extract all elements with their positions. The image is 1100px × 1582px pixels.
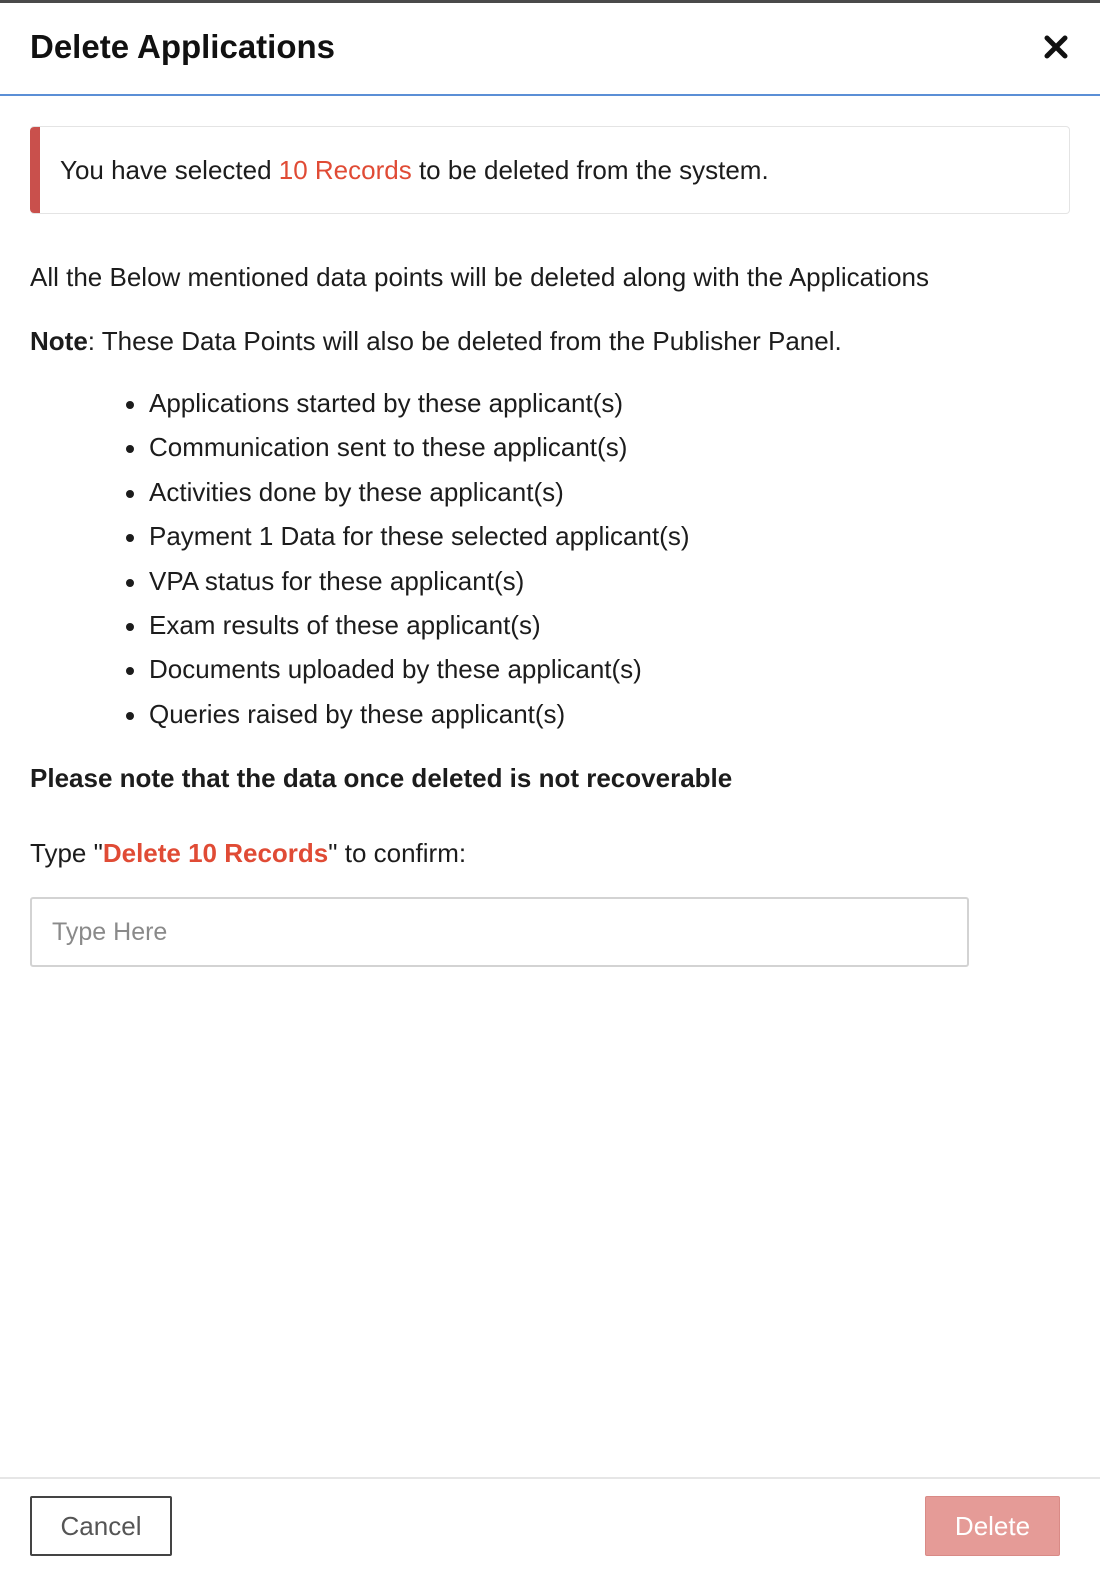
intro-text: All the Below mentioned data points will be deleted along with the Applications — [30, 262, 930, 292]
alert-text — [60, 155, 769, 186]
confirm-prefix: Type " — [30, 838, 103, 869]
close-icon — [1043, 34, 1069, 60]
modal-header — [0, 3, 1100, 96]
data-point-item: VPA status for these applicant(s) — [149, 566, 1070, 610]
data-point-item: Queries raised by these applicant(s) — [149, 699, 1070, 743]
alert-record-count: 10 Records — [278, 154, 412, 185]
selection-alert — [30, 126, 1070, 214]
alert-prefix: You have selected — [60, 154, 279, 185]
not-recoverable-warning: Please note that the data once deleted is not recoverable — [30, 763, 733, 794]
confirm-phrase: Delete 10 Records — [102, 838, 329, 869]
cancel-button[interactable]: Cancel — [30, 1496, 172, 1556]
data-point-item: Applications started by these applicant(s) — [149, 388, 1070, 432]
modal-footer — [0, 1477, 1100, 1582]
note-body: : These Data Points will also be deleted from the Publisher Panel. — [87, 326, 842, 356]
confirm-suffix: " to confirm: — [328, 838, 467, 869]
confirm-input[interactable] — [30, 897, 969, 967]
close-button[interactable] — [1036, 27, 1076, 67]
data-point-item: Communication sent to these applicant(s) — [149, 432, 1070, 476]
data-point-item: Documents uploaded by these applicant(s) — [149, 654, 1070, 698]
data-point-item: Activities done by these applicant(s) — [149, 477, 1070, 521]
data-points-list — [30, 388, 1070, 743]
modal-body — [0, 96, 1100, 967]
modal-title: Delete Applications — [30, 27, 336, 65]
data-point-item: Payment 1 Data for these selected applicant(s) — [149, 521, 1070, 565]
data-point-item: Exam results of these applicant(s) — [149, 610, 1070, 654]
delete-button[interactable]: Delete — [925, 1496, 1060, 1556]
confirm-instruction — [30, 838, 1070, 869]
note-label: Note — [30, 326, 88, 356]
alert-suffix: to be deleted from the system. — [411, 154, 769, 185]
note-text — [30, 326, 1070, 356]
